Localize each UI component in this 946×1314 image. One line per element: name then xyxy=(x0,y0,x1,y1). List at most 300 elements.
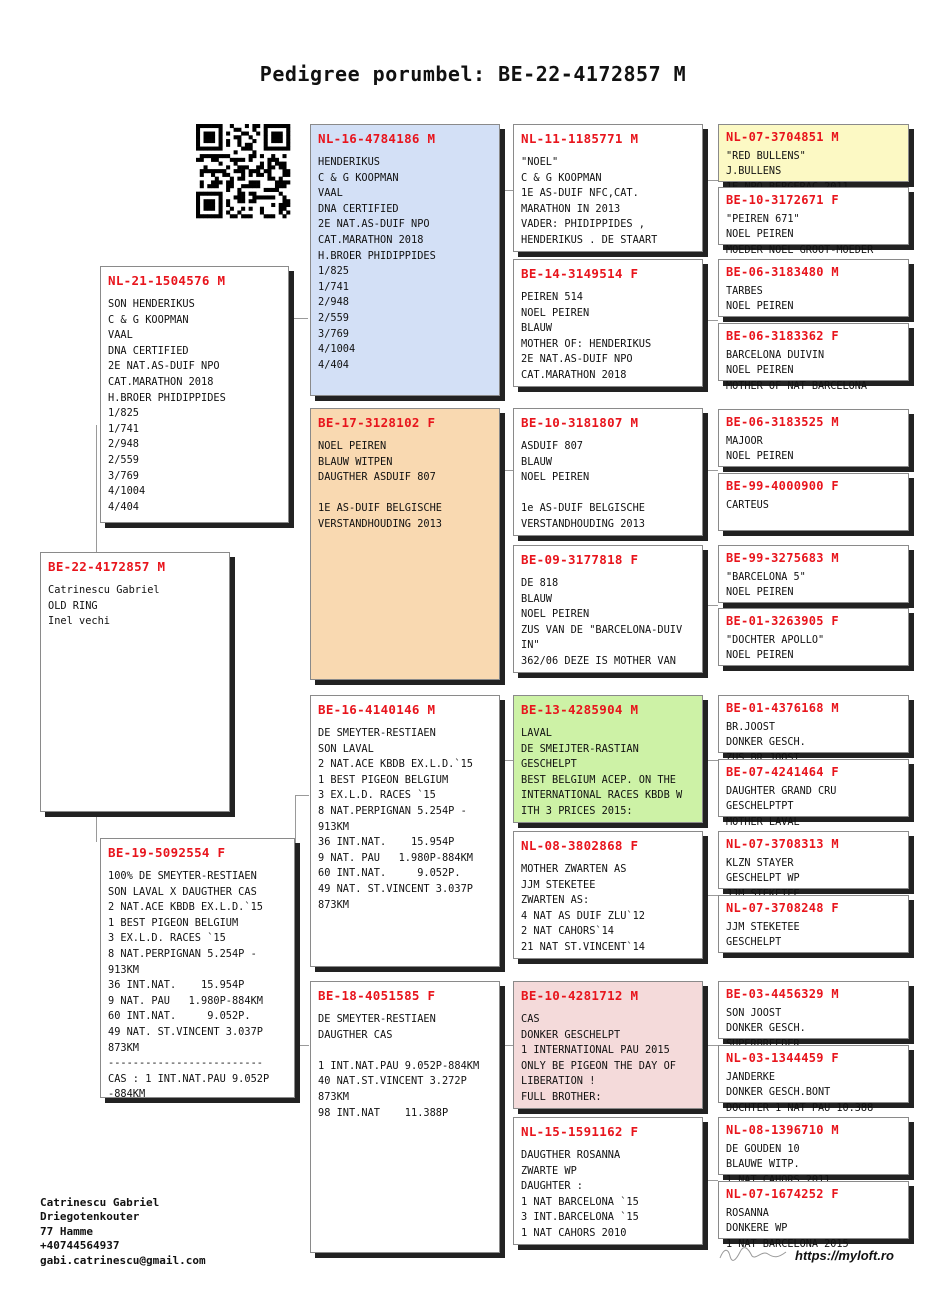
qr-module xyxy=(279,135,283,139)
qr-module xyxy=(219,203,223,207)
qr-module xyxy=(271,124,275,128)
ring-number: NL-21-1504576 M xyxy=(108,273,226,288)
qr-module xyxy=(219,169,223,173)
pigeon-card-g2[interactable] xyxy=(718,187,909,256)
pedigree-note-line: SON HENDERIKUS xyxy=(108,298,195,310)
pigeon-card-sire-dam[interactable] xyxy=(310,408,500,680)
qr-module xyxy=(237,199,241,203)
ring-number: BE-06-3183525 M xyxy=(726,415,839,429)
pigeon-card-subject[interactable] xyxy=(40,552,230,812)
pedigree-note-line: DAUGTHER ASDUIF 807 xyxy=(318,471,436,484)
qr-module xyxy=(275,162,279,166)
qr-module xyxy=(226,188,230,192)
pedigree-note-line: MAJOOR xyxy=(726,436,763,447)
qr-module xyxy=(279,180,283,184)
connector-line xyxy=(288,318,308,319)
pedigree-note-line: 3 EX.L.D. RACES `15 xyxy=(318,789,436,802)
qr-module xyxy=(271,132,275,136)
pedigree-note-line: DNA CERTIFIED xyxy=(108,344,189,357)
qr-module xyxy=(267,173,271,177)
pedigree-note-line: DONKER GESCHELPT xyxy=(521,1028,621,1041)
qr-module xyxy=(271,158,275,162)
qr-module xyxy=(226,173,230,177)
connector-line xyxy=(295,795,296,1045)
pedigree-note-line: 873KM xyxy=(318,1090,349,1103)
pedigree-note-line: 9 NAT. PAU 1.980P-884KM xyxy=(108,994,263,1007)
qr-module xyxy=(215,147,219,151)
pigeon-card-dam[interactable] xyxy=(100,838,295,1101)
qr-module xyxy=(279,210,283,214)
pigeon-card-g10[interactable] xyxy=(718,759,909,828)
pedigree-note-line: SON JOOST xyxy=(726,1008,782,1019)
pedigree-note-line: DE SMEIJTER-RASTIAN xyxy=(521,742,639,755)
qr-module xyxy=(204,214,208,218)
qr-module xyxy=(245,132,249,136)
qr-module xyxy=(211,207,215,211)
pedigree-note-line: 3 INT.BARCELONA `15 xyxy=(521,1211,639,1224)
qr-module xyxy=(211,139,215,143)
pigeon-card-sire[interactable] xyxy=(100,266,289,523)
qr-module xyxy=(237,143,241,147)
signature-logo-icon xyxy=(718,1244,790,1264)
qr-module xyxy=(245,184,249,188)
pedigree-note-line: 4/1004 xyxy=(108,485,146,498)
qr-module xyxy=(200,180,204,184)
qr-module xyxy=(252,192,256,196)
pedigree-note-line: MOTHER ZWARTEN AS xyxy=(521,863,627,875)
pedigree-note-line: 873KM xyxy=(318,898,349,911)
pedigree-note-line: 21 NAT ST.VINCENT`14 xyxy=(521,940,645,953)
qr-module xyxy=(226,210,230,214)
pigeon-card-ddd[interactable] xyxy=(513,1117,703,1245)
pedigree-note-line: 1 NAT BARCELONA `15 xyxy=(521,1195,639,1208)
pedigree-note-line: NOEL PEIREN xyxy=(726,365,794,377)
pedigree-note-line: IN" xyxy=(521,639,540,652)
qr-module xyxy=(207,154,211,158)
qr-module xyxy=(286,199,290,203)
qr-module xyxy=(260,195,264,199)
pedigree-note-line: 4/404 xyxy=(108,500,139,513)
qr-module xyxy=(219,143,223,147)
qr-module xyxy=(237,169,241,173)
qr-module xyxy=(211,158,215,162)
pigeon-card-g16[interactable] xyxy=(718,1181,909,1250)
qr-module xyxy=(200,192,204,196)
qr-module xyxy=(252,128,256,132)
pigeon-card-sire-sire[interactable] xyxy=(310,124,500,396)
qr-module xyxy=(211,203,215,207)
pedigree-note-line: 98 INT.NAT 11.388P xyxy=(318,1106,449,1119)
pedigree-note-line: BLAUW xyxy=(521,592,552,605)
qr-module xyxy=(279,192,283,196)
qr-module xyxy=(275,124,279,128)
ring-number: BE-18-4051585 F xyxy=(318,988,436,1003)
qr-module xyxy=(252,154,256,158)
qr-module xyxy=(200,173,204,177)
qr-module xyxy=(286,139,290,143)
qr-module xyxy=(267,214,271,218)
pedigree-note-line: 1 BEST PIGEON BELGIUM xyxy=(108,916,239,929)
qr-module xyxy=(249,169,253,173)
qr-module xyxy=(245,165,249,169)
qr-module xyxy=(200,124,204,128)
qr-module xyxy=(196,192,200,196)
pedigree-note-line: ZUS VAN DE "BARCELONA-DUIV xyxy=(521,623,683,636)
qr-module xyxy=(264,143,268,147)
qr-module xyxy=(256,169,260,173)
qr-module xyxy=(260,210,264,214)
qr-module xyxy=(282,162,286,166)
footer-url-link[interactable]: https://myloft.ro xyxy=(795,1248,894,1263)
pedigree-note-line: H.BROER PHIDIPPIDES xyxy=(318,249,436,262)
qr-module xyxy=(241,207,245,211)
qr-module xyxy=(230,207,234,211)
qr-module xyxy=(196,203,200,207)
qr-module xyxy=(279,165,283,169)
contact-email: gabi.catrinescu@gmail.com xyxy=(40,1253,206,1267)
qr-module xyxy=(252,169,256,173)
pedigree-note-line: NOEL PEIREN xyxy=(726,587,794,599)
pedigree-note-line: DOCHTER 1 NAT PAU 10.388 xyxy=(726,1102,874,1114)
qr-module xyxy=(286,128,290,132)
qr-module xyxy=(196,195,200,199)
pigeon-card-dam-sire[interactable] xyxy=(310,695,500,967)
pedigree-note-line: Catrinescu Gabriel xyxy=(48,584,160,596)
qr-module xyxy=(196,132,200,136)
qr-module xyxy=(282,180,286,184)
pedigree-note-line: DNA CERTIFIED xyxy=(318,202,399,215)
qr-module xyxy=(196,210,200,214)
qr-module xyxy=(219,210,223,214)
ring-number: BE-06-3183480 M xyxy=(726,265,839,279)
qr-module xyxy=(219,147,223,151)
qr-module xyxy=(237,195,241,199)
pedigree-note-line: DE 818 xyxy=(521,577,559,589)
qr-module xyxy=(249,214,253,218)
ring-number: NL-16-4784186 M xyxy=(318,131,436,146)
pigeon-card-g7[interactable] xyxy=(718,545,909,603)
qr-module xyxy=(219,207,223,211)
pedigree-note-line: NOEL PEIREN xyxy=(726,301,794,313)
contact-phone: +40744564937 xyxy=(40,1239,120,1253)
qr-module xyxy=(237,210,241,214)
qr-module xyxy=(286,173,290,177)
pedigree-note-line: 36 INT.NAT. 15.954P xyxy=(318,836,455,849)
qr-module xyxy=(264,135,268,139)
qr-module xyxy=(249,135,253,139)
qr-module xyxy=(264,147,268,151)
qr-module xyxy=(207,124,211,128)
qr-module xyxy=(196,158,200,162)
qr-module xyxy=(234,162,238,166)
qr-module xyxy=(226,132,230,136)
ring-number: NL-08-3802868 F xyxy=(521,838,639,853)
qr-module xyxy=(271,188,275,192)
pedigree-note-line: VAAL xyxy=(108,329,133,342)
qr-module xyxy=(241,158,245,162)
qr-module xyxy=(219,154,223,158)
pigeon-card-g9[interactable] xyxy=(718,695,909,753)
connector-line xyxy=(704,895,718,896)
pedigree-note-line: 1 INT.NAT.PAU 9.052P-884KM xyxy=(318,1059,480,1072)
qr-module xyxy=(267,162,271,166)
qr-code-icon xyxy=(196,124,290,218)
qr-module xyxy=(264,214,268,218)
qr-module xyxy=(196,147,200,151)
qr-module xyxy=(200,158,204,162)
qr-module xyxy=(207,139,211,143)
qr-module xyxy=(267,165,271,169)
qr-module xyxy=(215,124,219,128)
pedigree-note-line: 1 BEST PIGEON BELGIUM xyxy=(318,773,449,786)
connector-line xyxy=(704,1045,718,1046)
ring-number: BE-10-3172671 F xyxy=(726,193,839,207)
qr-module xyxy=(211,214,215,218)
qr-module xyxy=(275,188,279,192)
qr-module xyxy=(282,199,286,203)
pedigree-note-line: DAUGTHER ROSANNA xyxy=(521,1149,621,1161)
qr-module xyxy=(252,150,256,154)
qr-module xyxy=(271,154,275,158)
pigeon-card-dam-dam[interactable] xyxy=(310,981,500,1253)
pedigree-note-line: GESCHELPTPT xyxy=(726,801,794,813)
connector-line xyxy=(288,318,309,468)
pedigree-note-line: OLD RING xyxy=(48,599,98,612)
pedigree-note-line: JJM STEKETEE xyxy=(726,922,800,933)
qr-module xyxy=(200,184,204,188)
pigeon-card-g14[interactable] xyxy=(718,1045,909,1114)
qr-module xyxy=(275,135,279,139)
qr-module xyxy=(271,203,275,207)
pigeon-card-ssd[interactable] xyxy=(513,259,703,387)
qr-module xyxy=(264,169,268,173)
pedigree-note-line: 4 NAT AS DUIF ZLU`12 xyxy=(521,909,645,922)
pigeon-card-dds[interactable] xyxy=(513,981,703,1109)
ring-number: NL-07-3704851 M xyxy=(726,130,839,144)
connector-line xyxy=(704,760,718,761)
ring-number: BE-06-3183362 F xyxy=(726,329,839,343)
qr-module xyxy=(249,158,253,162)
pedigree-note-line: VERSTANDHOUDING 2013 xyxy=(521,517,645,530)
qr-module xyxy=(219,124,223,128)
qr-module xyxy=(200,214,204,218)
qr-module xyxy=(196,139,200,143)
qr-module xyxy=(207,135,211,139)
qr-module xyxy=(264,188,268,192)
connector-line xyxy=(96,812,97,842)
qr-module xyxy=(215,154,219,158)
qr-module xyxy=(196,135,200,139)
pedigree-note-line: 36 INT.NAT. 15.954P xyxy=(108,979,245,992)
qr-module xyxy=(249,147,253,151)
pigeon-card-g6[interactable] xyxy=(718,473,909,531)
pedigree-note-line: 3/769 xyxy=(318,327,349,340)
pigeon-card-g8[interactable] xyxy=(718,608,909,666)
qr-module xyxy=(264,132,268,136)
pedigree-note-line: "RED BULLENS" xyxy=(726,151,806,162)
qr-module xyxy=(234,158,238,162)
pigeon-card-sdd[interactable] xyxy=(513,545,703,673)
contact-city: 77 Hamme xyxy=(40,1224,93,1238)
contact-info xyxy=(40,1196,206,1268)
pigeon-card-g4[interactable] xyxy=(718,323,909,392)
qr-module xyxy=(215,184,219,188)
qr-module xyxy=(260,207,264,211)
pedigree-note-line: MOEDER NOEL GROOT-MOEDER xyxy=(726,244,874,256)
pedigree-note-line: 1/741 xyxy=(108,422,139,435)
pedigree-note-line: 3/769 xyxy=(108,469,139,482)
qr-module xyxy=(260,173,264,177)
pedigree-note-line: 2 NAT.ACE KBDB EX.L.D.`15 xyxy=(108,901,263,914)
qr-module xyxy=(211,154,215,158)
pigeon-card-g1[interactable] xyxy=(718,124,909,182)
pedigree-note-line: CAS xyxy=(521,1013,540,1025)
pigeon-card-g12[interactable] xyxy=(718,895,909,953)
pedigree-note-line: DE SMEYTER-RESTIAEN xyxy=(318,1013,436,1025)
pedigree-note-line: ONLY BE PIGEON THE DAY OF xyxy=(521,1059,676,1072)
qr-module xyxy=(279,147,283,151)
pedigree-note-line: 8 NAT.PERPIGNAN 5.254P - xyxy=(108,947,257,960)
pigeon-card-g5[interactable] xyxy=(718,409,909,467)
qr-module xyxy=(275,132,279,136)
pedigree-note-line: CARTEUS xyxy=(726,500,769,511)
qr-module xyxy=(267,177,271,181)
qr-module xyxy=(196,124,200,128)
qr-module xyxy=(234,169,238,173)
pedigree-note-line: BEST BELGIUM ACEP. ON THE xyxy=(521,773,676,786)
qr-module xyxy=(207,147,211,151)
pigeon-card-g13[interactable] xyxy=(718,981,909,1039)
qr-module xyxy=(207,199,211,203)
pedigree-note-line: "PEIREN 671" xyxy=(726,214,800,225)
qr-module xyxy=(279,132,283,136)
qr-module xyxy=(234,195,238,199)
pedigree-note-line: ------------------------- xyxy=(108,1057,263,1070)
contact-name: Catrinescu Gabriel xyxy=(40,1196,160,1209)
qr-module xyxy=(267,169,271,173)
pedigree-note-line: JANDERKE xyxy=(726,1072,776,1083)
pedigree-note-line: MOTHER OF NAT BARCELONA xyxy=(726,380,868,392)
pedigree-note-line: 49 NAT. ST.VINCENT 3.037P xyxy=(318,882,473,895)
pedigree-note-line: PEIREN 514 xyxy=(521,291,583,303)
pedigree-note-line: TARBES xyxy=(726,286,763,297)
pedigree-note-line: 3 EX.L.D. RACES `15 xyxy=(108,932,226,945)
qr-module xyxy=(249,173,253,177)
pedigree-note-line: 1 NAT CAHORS 2010 xyxy=(521,1226,627,1239)
qr-module xyxy=(264,124,268,128)
qr-module xyxy=(271,195,275,199)
pedigree-note-line: 9 NAT. PAU 1.980P-884KM xyxy=(318,851,473,864)
qr-module xyxy=(286,124,290,128)
qr-module xyxy=(241,177,245,181)
qr-module xyxy=(204,135,208,139)
qr-module xyxy=(267,124,271,128)
qr-module xyxy=(219,195,223,199)
qr-module xyxy=(241,195,245,199)
qr-module xyxy=(219,132,223,136)
qr-module xyxy=(282,124,286,128)
ring-number: BE-99-4000900 F xyxy=(726,479,839,493)
qr-module xyxy=(222,169,226,173)
pedigree-note-line: -884KM xyxy=(108,1088,146,1101)
connector-line xyxy=(500,760,514,761)
pedigree-note-line xyxy=(521,486,695,502)
pedigree-note-line: BARCELONA DUIVIN xyxy=(726,350,825,361)
qr-module xyxy=(211,132,215,136)
qr-module xyxy=(211,192,215,196)
qr-module xyxy=(241,184,245,188)
qr-module xyxy=(249,180,253,184)
qr-module xyxy=(282,207,286,211)
pigeon-card-sss[interactable] xyxy=(513,124,703,252)
qr-module xyxy=(237,192,241,196)
pedigree-note-line: ITH 3 PRICES 2015: xyxy=(521,804,633,817)
pedigree-note-line: DONKER GESCH. xyxy=(726,737,806,749)
pedigree-note-line: 40 NAT.ST.VINCENT 3.272P xyxy=(318,1075,467,1088)
qr-module xyxy=(226,203,230,207)
qr-module xyxy=(204,139,208,143)
ring-number: BE-14-3149514 F xyxy=(521,266,639,281)
connector-line xyxy=(500,190,514,191)
pedigree-note-line: 1/825 xyxy=(108,407,139,420)
ring-number: BE-07-4241464 F xyxy=(726,765,839,779)
qr-module xyxy=(286,203,290,207)
qr-module xyxy=(226,154,230,158)
ring-number: BE-19-5092554 F xyxy=(108,845,226,860)
qr-module xyxy=(234,214,238,218)
qr-module xyxy=(282,203,286,207)
pigeon-card-sds[interactable] xyxy=(513,408,703,536)
qr-module xyxy=(241,214,245,218)
ring-number: BE-17-3128102 F xyxy=(318,415,436,430)
pigeon-card-dss[interactable] xyxy=(513,695,703,823)
qr-module xyxy=(256,173,260,177)
qr-module xyxy=(282,184,286,188)
qr-module xyxy=(219,135,223,139)
pigeon-card-dsd[interactable] xyxy=(513,831,703,959)
pedigree-note-line: MARATHON IN 2013 xyxy=(521,202,621,215)
qr-module xyxy=(256,195,260,199)
pedigree-note-line: DONKERE WP xyxy=(726,1223,788,1235)
qr-module xyxy=(252,184,256,188)
qr-module xyxy=(226,199,230,203)
qr-module xyxy=(196,199,200,203)
ring-number: BE-10-4281712 M xyxy=(521,988,639,1003)
qr-module xyxy=(230,158,234,162)
pedigree-note-line: H.BROER PHIDIPPIDES xyxy=(108,391,226,404)
qr-module xyxy=(267,188,271,192)
qr-module xyxy=(279,139,283,143)
pedigree-note-line: J.BULLENS xyxy=(726,166,782,178)
qr-module xyxy=(204,132,208,136)
qr-module xyxy=(286,210,290,214)
pedigree-note-line: 1e AS-DUIF BELGISCHE xyxy=(521,502,645,515)
qr-module xyxy=(279,124,283,128)
qr-module xyxy=(219,199,223,203)
qr-module xyxy=(211,124,215,128)
ring-number: BE-09-3177818 F xyxy=(521,552,639,567)
pedigree-note-line: NOEL PEIREN xyxy=(726,229,794,241)
pigeon-card-g11[interactable] xyxy=(718,831,909,889)
pigeon-card-g3[interactable] xyxy=(718,259,909,317)
qr-module xyxy=(207,207,211,211)
qr-module xyxy=(226,143,230,147)
pigeon-card-g15[interactable] xyxy=(718,1117,909,1175)
qr-module xyxy=(249,143,253,147)
ring-number: BE-01-3263905 F xyxy=(726,614,839,628)
qr-module xyxy=(249,207,253,211)
qr-module xyxy=(282,154,286,158)
